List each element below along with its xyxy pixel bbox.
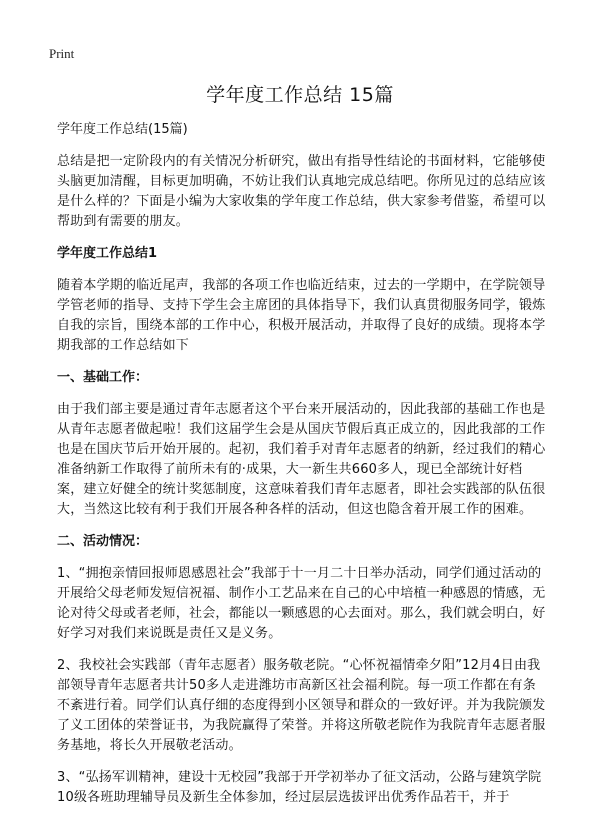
basic-work-heading: 一、基础工作： xyxy=(57,370,149,385)
activity-paragraph-1: 1、“拥抱亲情回报师恩感恩社会”我部于十一月二十日举办活动，同学们通过活动的开展给父母老师发短信祝福、制作小工艺品来在自己的心中培植一种感恩的情感，无论对待父母或者老师，社会，都能以一颗感恩的心去面对。那么，我们就会明白，好好学习对我们来说既是责任又是义务。 xyxy=(57,566,546,641)
activity-heading: 二、活动情况： xyxy=(57,534,149,549)
document-subtitle: 学年度工作总结(15篇) xyxy=(57,122,188,137)
print-link[interactable]: Print xyxy=(49,46,75,61)
basic-work-paragraph: 由于我们部主要是通过青年志愿者这个平台来开展活动的，因此我部的基础工作也是从青年志愿者做起啦！我们这届学生会是从国庆节假后真正成立的，因此我部的工作也是在国庆节后开始开展的。起初，我们着手对青年志愿者的纳新，经过我们的精心准备纳新工作取得了前所未有的·成果，大一新生共660多人，现已全部统计好档案，建立好健全的统计奖惩制度，这意味着我们青年志愿者，即社会实践部的队伍很大，当然这比较有利于我们开展各种各样的活动，但这也隐含着开展工作的困难。 xyxy=(57,402,546,517)
page-title: 学年度工作总结 15篇 xyxy=(206,84,394,106)
activity-paragraph-2: 2、我校社会实践部（青年志愿者）服务敬老院。“心怀祝福情牵夕阳”12月4日由我部领导青年志愿者共计50多人走进潍坊市高新区社会福利院。每一项工作都在有条不紊进行着。同学们认真仔细的态度得到小区领导和群众的一致好评。并为我院颁发了义工团体的荣誉证书，为我院赢得了荣誉。并将这所敬老院作为我院青年志愿者服务基地，将长久开展敬老活动。 xyxy=(57,658,546,753)
intro-paragraph: 总结是把一定阶段内的有关情况分析研究，做出有指导性结论的书面材料，它能够使头脑更加清醒，目标更加明确，不妨让我们认真地完成总结吧。你所见过的总结应该是什么样的？下面是小编为大家收集的学年度工作总结，供大家参考借鉴，希望可以帮助到有需要的朋友。 xyxy=(57,154,546,229)
section1-paragraph: 随着本学期的临近尾声，我部的各项工作也临近结束，过去的一学期中，在学院领导学管老师的指导、支持下学生会主席团的具体指导下，我们认真贯彻服务同学，锻炼自我的宗旨，围绕本部的工作中心，积极开展活动，并取得了良好的成绩。现将本学期我部的工作总结如下 xyxy=(57,278,546,353)
document-body xyxy=(57,120,547,820)
activity-paragraph-3: 3、“弘扬军训精神，建设十无校园”我部于开学初举办了征文活动，公路与建筑学院10级各班助理辅导员及新生全体参加，经过层层选拔评出优秀作品若干，并于 xyxy=(57,770,542,805)
section-heading-1: 学年度工作总结1 xyxy=(57,246,158,261)
